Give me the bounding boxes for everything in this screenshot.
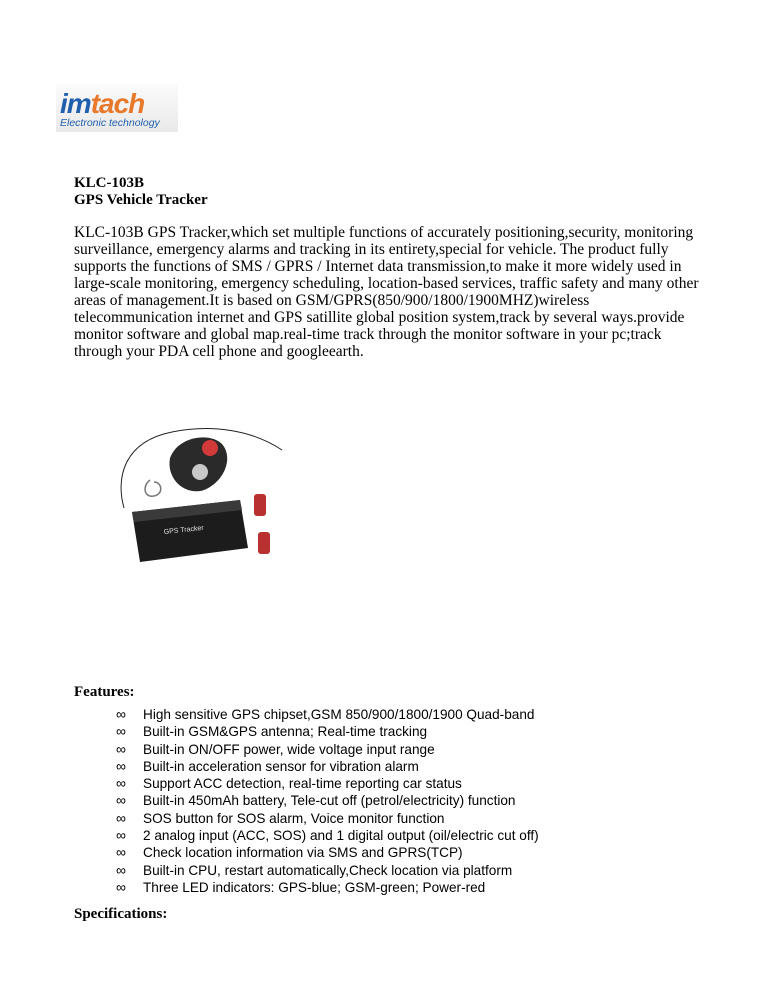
bullet-icon: ∞	[116, 809, 126, 826]
bullet-icon: ∞	[116, 792, 126, 809]
list-item	[116, 879, 539, 896]
feature-text: SOS button for SOS alarm, Voice monitor function	[143, 810, 445, 826]
list-item	[116, 775, 539, 792]
bullet-icon: ∞	[116, 861, 126, 878]
logo-wordmark	[60, 90, 144, 118]
bullet-icon: ∞	[116, 775, 126, 792]
company-logo	[56, 84, 178, 132]
feature-text: Built-in ON/OFF power, wide voltage input range	[143, 741, 435, 757]
fob-button-red-icon	[202, 440, 218, 456]
antenna-connector-bottom	[258, 532, 270, 554]
logo-wordmark-im: im	[60, 88, 91, 119]
specifications-heading: Specifications:	[74, 906, 168, 922]
device-label: GPS Tracker	[163, 524, 205, 536]
logo-tagline: Electronic technology	[60, 117, 160, 129]
list-item	[116, 758, 539, 775]
list-item	[116, 844, 539, 861]
key-ring	[145, 480, 161, 496]
bullet-icon: ∞	[116, 740, 126, 757]
bullet-icon: ∞	[116, 723, 126, 740]
logo-wordmark-tach: tach	[90, 88, 145, 119]
feature-text: High sensitive GPS chipset,GSM 850/900/1800/1900 Quad-band	[143, 707, 535, 722]
antenna-connector-top	[254, 494, 266, 516]
feature-text: Built-in acceleration sensor for vibration alarm	[143, 758, 419, 774]
bullet-icon: ∞	[116, 827, 126, 844]
product-model: KLC-103B	[74, 175, 145, 191]
list-item	[116, 741, 539, 758]
bullet-icon: ∞	[116, 757, 126, 774]
features-list	[116, 706, 539, 896]
feature-text: 2 analog input (ACC, SOS) and 1 digital output (oil/electric cut off)	[143, 828, 539, 844]
product-description: KLC-103B GPS Tracker,which set multiple functions of accurately positioning,security, monitoring surveillance, emergency alarms and tracking in its entirety,special for vehicle. The product fully supports the functions of SMS / GPRS / Internet data transmission,to make it more widely used in large-scale monitoring, emergency scheduling, location-based services, traffic safety and many other areas of management.It is based on GSM/GPRS(850/900/1800/1900MHZ)wireless telecommunication internet and GPS satillite global position system,track by several ways.provide monitor software and global map.real-time track through the monitor software in your pc;track through your PDA cell phone and googleearth.	[74, 224, 699, 360]
list-item	[116, 792, 539, 809]
bullet-icon: ∞	[116, 706, 126, 722]
fob-button-grey-icon	[192, 464, 208, 480]
feature-text: Built-in 450mAh battery, Tele-cut off (petrol/electricity) function	[143, 793, 516, 809]
product-name: GPS Vehicle Tracker	[74, 192, 208, 208]
feature-text: Support ACC detection, real-time reporting car status	[143, 776, 462, 792]
feature-text: Check location information via SMS and GPRS(TCP)	[143, 845, 463, 861]
feature-text: Built-in GSM&GPS antenna; Real-time tracking	[143, 724, 428, 740]
list-item	[116, 827, 539, 844]
list-item	[116, 810, 539, 827]
feature-text: Built-in CPU, restart automatically,Check location via platform	[143, 862, 513, 878]
product-photo	[112, 420, 284, 572]
bullet-icon: ∞	[116, 844, 126, 861]
list-item	[116, 862, 539, 879]
feature-text: Three LED indicators: GPS-blue; GSM-green; Power-red	[143, 879, 486, 895]
list-item	[116, 706, 539, 723]
list-item	[116, 723, 539, 740]
features-heading: Features:	[74, 684, 135, 700]
bullet-icon: ∞	[116, 878, 126, 895]
